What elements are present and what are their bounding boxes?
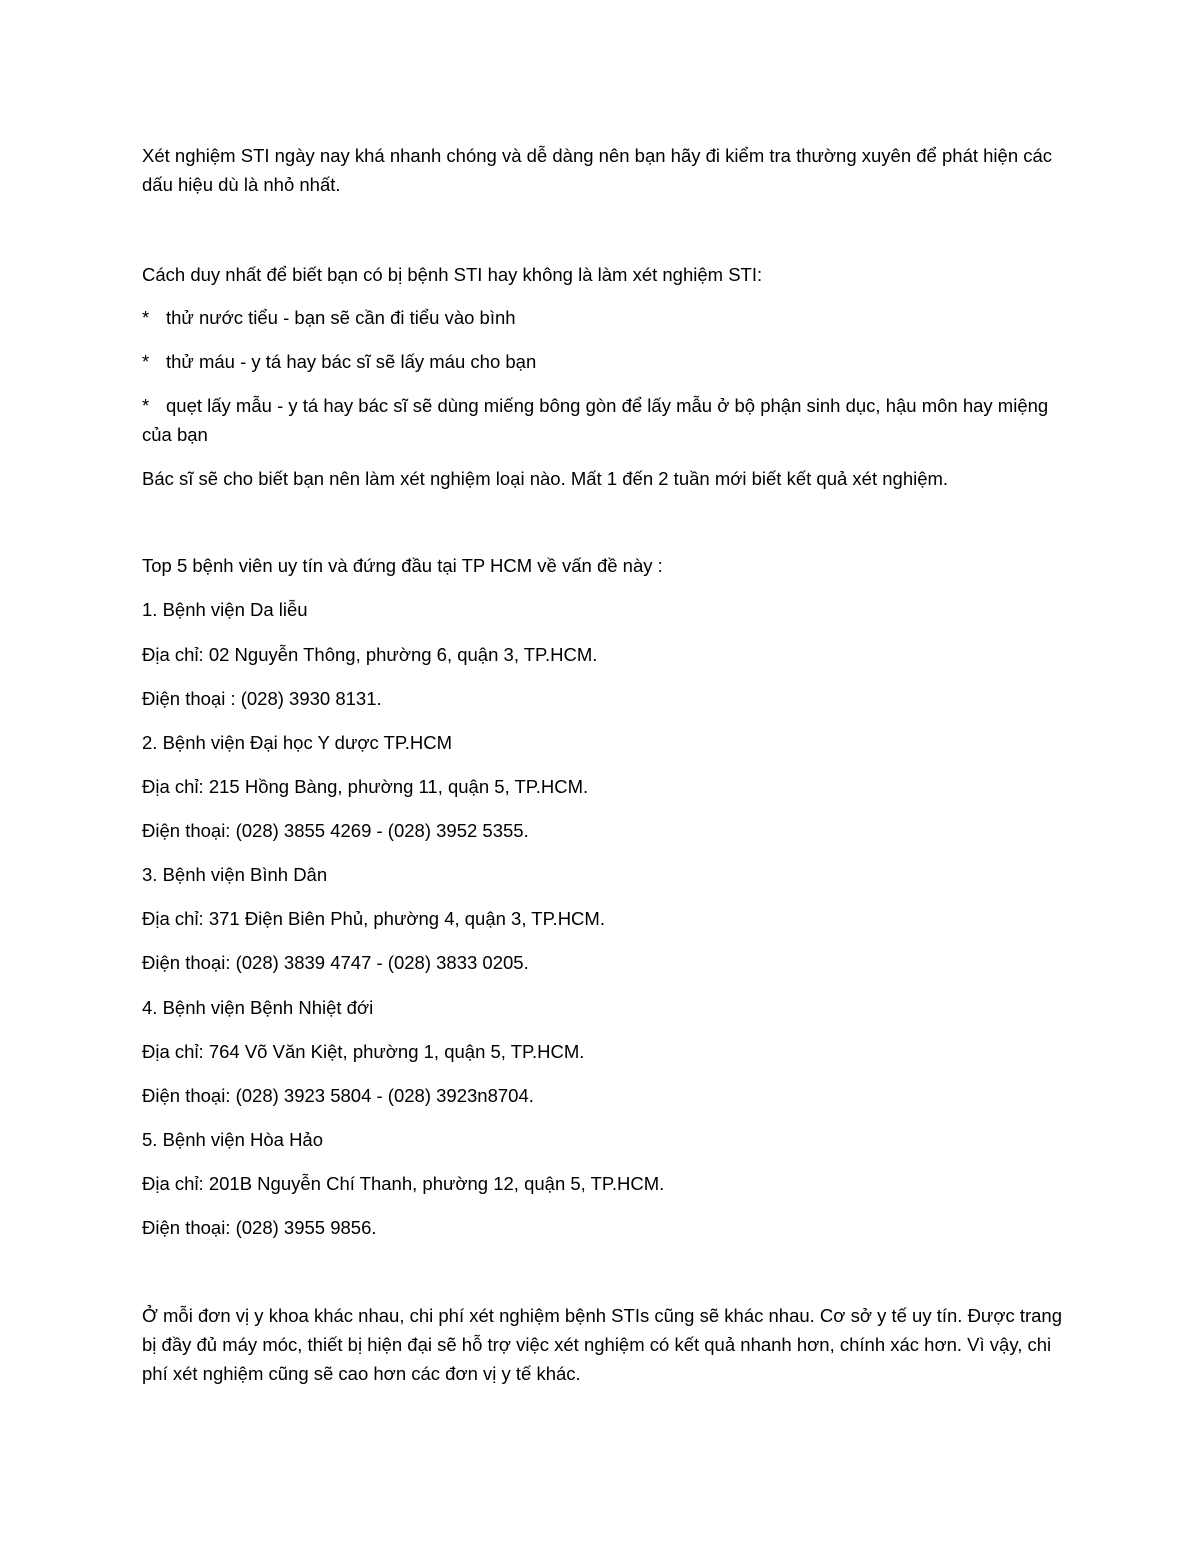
hospital-address: Địa chỉ: 201B Nguyễn Chí Thanh, phường 12, quận 5, TP.HCM.: [142, 1173, 665, 1194]
bullet-symbol: *: [142, 395, 150, 416]
cost-paragraph: Ở mỗi đơn vị y khoa khác nhau, chi phí xét nghiệm bệnh STIs cũng sẽ khác nhau. Cơ sở y tế uy tín. Được trang bị đầy đủ máy móc, thiết bị hiện đại sẽ hỗ trợ việc xét nghiệm có kết quả nhanh hơn, chính xác hơn. Vì vậy, chi phí xét nghiệm cũng sẽ cao hơn các đơn vị y tế khác.: [142, 1305, 1063, 1384]
bullet-text: quẹt lấy mẫu - y tá hay bác sĩ sẽ dùng miếng bông gòn để lấy mẫu ở bộ phận sinh dục, hậu môn hay miệng của bạn: [142, 395, 1049, 445]
intro-paragraph: Xét nghiệm STI ngày nay khá nhanh chóng và dễ dàng nên bạn hãy đi kiểm tra thường xuyên để phát hiện các dấu hiệu dù là nhỏ nhất.: [142, 145, 1053, 195]
hospital-phone: Điện thoại: (028) 3839 4747 - (028) 3833 0205.: [142, 952, 529, 973]
bullet-item: [142, 303, 1072, 332]
bullet-item: [142, 347, 1072, 376]
hospital-name: 1. Bệnh viện Da liễu: [142, 599, 308, 620]
hospital-name: 2. Bệnh viện Đại học Y dược TP.HCM: [142, 732, 453, 753]
bullet-item: [142, 391, 1062, 449]
hospital-address: Địa chỉ: 02 Nguyễn Thông, phường 6, quận 3, TP.HCM.: [142, 644, 598, 665]
bullet-text: thử máu - y tá hay bác sĩ sẽ lấy máu cho bạn: [166, 351, 537, 372]
hospital-address: Địa chỉ: 764 Võ Văn Kiệt, phường 1, quận 5, TP.HCM.: [142, 1041, 585, 1062]
method-heading: Cách duy nhất để biết bạn có bị bệnh STI hay không là làm xét nghiệm STI:: [142, 264, 763, 285]
doctor-note: Bác sĩ sẽ cho biết bạn nên làm xét nghiệm loại nào. Mất 1 đến 2 tuần mới biết kết quả xét nghiệm.: [142, 468, 949, 489]
hospital-phone: Điện thoại: (028) 3923 5804 - (028) 3923n8704.: [142, 1085, 534, 1106]
hospital-address: Địa chỉ: 215 Hồng Bàng, phường 11, quận 5, TP.HCM.: [142, 776, 589, 797]
bullet-symbol: *: [142, 307, 150, 328]
hospital-name: 5. Bệnh viện Hòa Hảo: [142, 1129, 324, 1150]
hospital-address: Địa chỉ: 371 Điện Biên Phủ, phường 4, quận 3, TP.HCM.: [142, 908, 605, 929]
hospital-name: 4. Bệnh viện Bệnh Nhiệt đới: [142, 997, 374, 1018]
bullet-symbol: *: [142, 351, 150, 372]
hospital-phone: Điện thoại: (028) 3855 4269 - (028) 3952 5355.: [142, 820, 529, 841]
hospital-name: 3. Bệnh viện Bình Dân: [142, 864, 328, 885]
top5-heading: Top 5 bệnh viên uy tín và đứng đầu tại TP HCM về vấn đề này :: [142, 555, 663, 576]
bullet-text: thử nước tiểu - bạn sẽ cần đi tiểu vào bình: [166, 307, 516, 328]
hospital-phone: Điện thoại: (028) 3955 9856.: [142, 1217, 377, 1238]
hospital-phone: Điện thoại : (028) 3930 8131.: [142, 688, 382, 709]
